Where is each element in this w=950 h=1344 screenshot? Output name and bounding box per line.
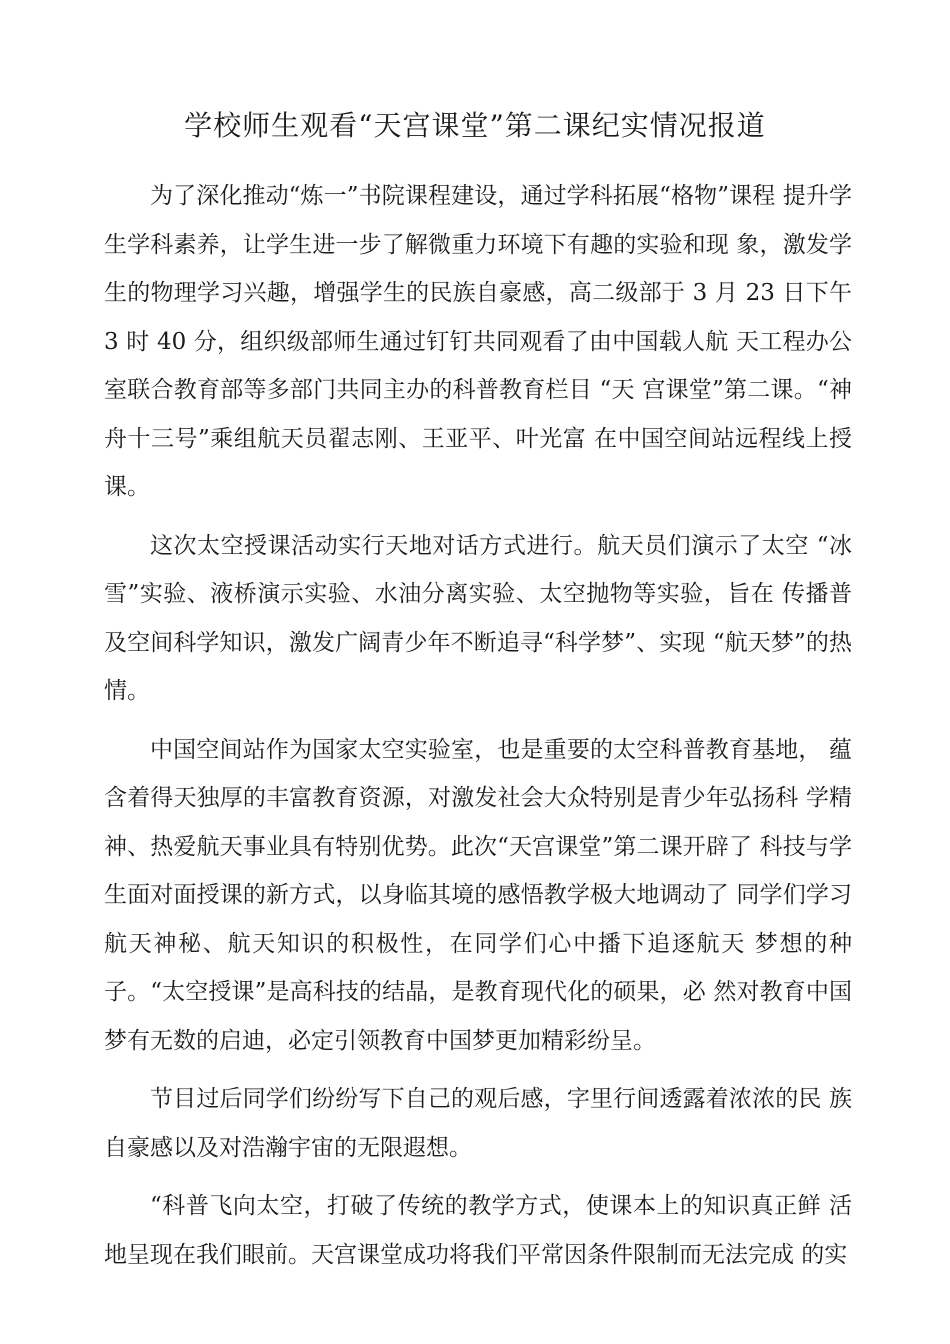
paragraph-3: 中国空间站作为国家太空实验室，也是重要的太空科普教育基地， 蕴含着得天独厚的丰富教育资源，对激发社会大众特别是青少年弘扬科 学精神、热爱航天事业具有特别优势。此次“天宫课堂”第二课开辟了 科技与学生面对面授课的新方式，以身临其境的感悟教学极大地调动了 同学们学习航天神秘、航天知识的积极性，在同学们心中播下追逐航天 梦想的种子。“太空授课”是高科技的结晶，是教育现代化的硕果，必 然对教育中国梦有无数的启迪，必定引领教育中国梦更加精彩纷呈。 (104, 736, 852, 1054)
paragraph-1: 为了深化推动“炼一”书院课程建设，通过学科拓展“格物”课程 提升学生学科素养，让学生进一步了解微重力环境下有趣的实验和现 象，激发学生的物理学习兴趣，增强学生的民族自豪感，高二级部于 3 月 23 日下午 3 时 40 分，组织级部师生通过钉钉共同观看了由中国载人航 天工程办公室联合教育部等多部门共同主办的科普教育栏目 “天 宫课堂”第二课。“神舟十三号”乘组航天员翟志刚、王亚平、叶光富 在中国空间站远程线上授课。 (104, 183, 852, 500)
document-body (104, 172, 852, 1289)
document-title: 学校师生观看“天宫课堂”第二课纪实情况报道 (184, 109, 766, 142)
paragraph-5: “科普飞向太空，打破了传统的教学方式，使课本上的知识真正鲜 活地呈现在我们眼前。天宫课堂成功将我们平常因条件限制而无法完成 的实 (104, 1193, 852, 1268)
paragraph-2: 这次太空授课活动实行天地对话方式进行。航天员们演示了太空 “冰雪”实验、液桥演示实验、水油分离实验、太空抛物等实验，旨在 传播普及空间科学知识，激发广阔青少年不断追寻“科学梦”、实现 “航天梦”的热情。 (104, 532, 852, 704)
paragraph-4: 节目过后同学们纷纷写下自己的观后感，字里行间透露着浓浓的民 族自豪感以及对浩瀚宇宙的无限遐想。 (104, 1086, 852, 1161)
